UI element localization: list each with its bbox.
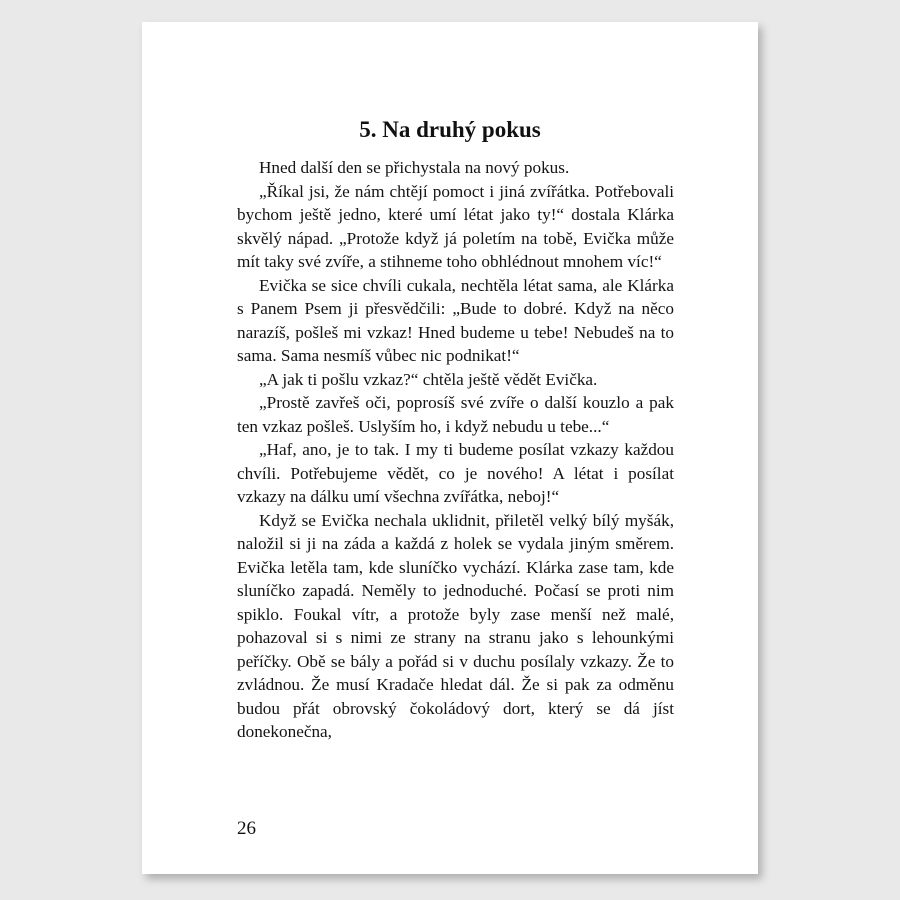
paragraph: „Říkal jsi, že nám chtějí pomoct i jiná zvířátka. Potřebovali bychom ještě jedno, které umí létat jako ty!“ dostala Klárka skvělý nápad. „Protože když já poletím na tobě, Evička může mít taky své zvíře, a stihneme toho obhlédnout mnohem víc!“	[237, 181, 674, 271]
paragraph: Když se Evička nechala uklidnit, přiletěl velký bílý myšák, naložil si ji na záda a každá z holek se vydala jiným směrem. Evička letěla tam, kde sluníčko vychází. Klárka zase tam, kde sluníčko zapadá. Neměly to jednoduché. Počasí se proti nim spiklo. Foukal vítr, a protože byly zase menší než malé, pohazoval si s nimi ze strany na stranu jako s lehounkými peříčky. Obě se bály a pořád si v duchu posílaly vzkazy. Že to zvládnou. Že musí Kradače hledat dál. Že si pak za odměnu budou přát obrovský čokoládový dort, který se dá jíst donekonečna,	[237, 510, 674, 741]
page-number: 26	[237, 818, 256, 839]
paragraph: „A jak ti pošlu vzkaz?“ chtěla ještě vědět Evička.	[259, 369, 598, 389]
chapter-body	[237, 156, 674, 744]
paragraph: Evička se sice chvíli cukala, nechtěla létat sama, ale Klárka s Panem Psem ji přesvědčili: „Bude to dobré. Když na něco narazíš, pošleš mi vzkaz! Hned budeme u tebe! Nebudeš na to sama. Sama nesmíš vůbec nic podnikat!“	[237, 275, 674, 365]
paragraph: „Haf, ano, je to tak. I my ti budeme posílat vzkazy každou chvíli. Potřebujeme vědět, co je nového! A létat i posílat vzkazy na dálku umí všechna zvířátka, neboj!“	[237, 440, 674, 506]
chapter-title: 5. Na druhý pokus	[359, 117, 541, 142]
paragraph: Hned další den se přichystala na nový pokus.	[259, 158, 570, 177]
paragraph: „Prostě zavřeš oči, poprosíš své zvíře o další kouzlo a pak ten vzkaz pošleš. Uslyším ho, i když nebudu u tebe...“	[237, 393, 674, 436]
book-page	[142, 22, 758, 874]
